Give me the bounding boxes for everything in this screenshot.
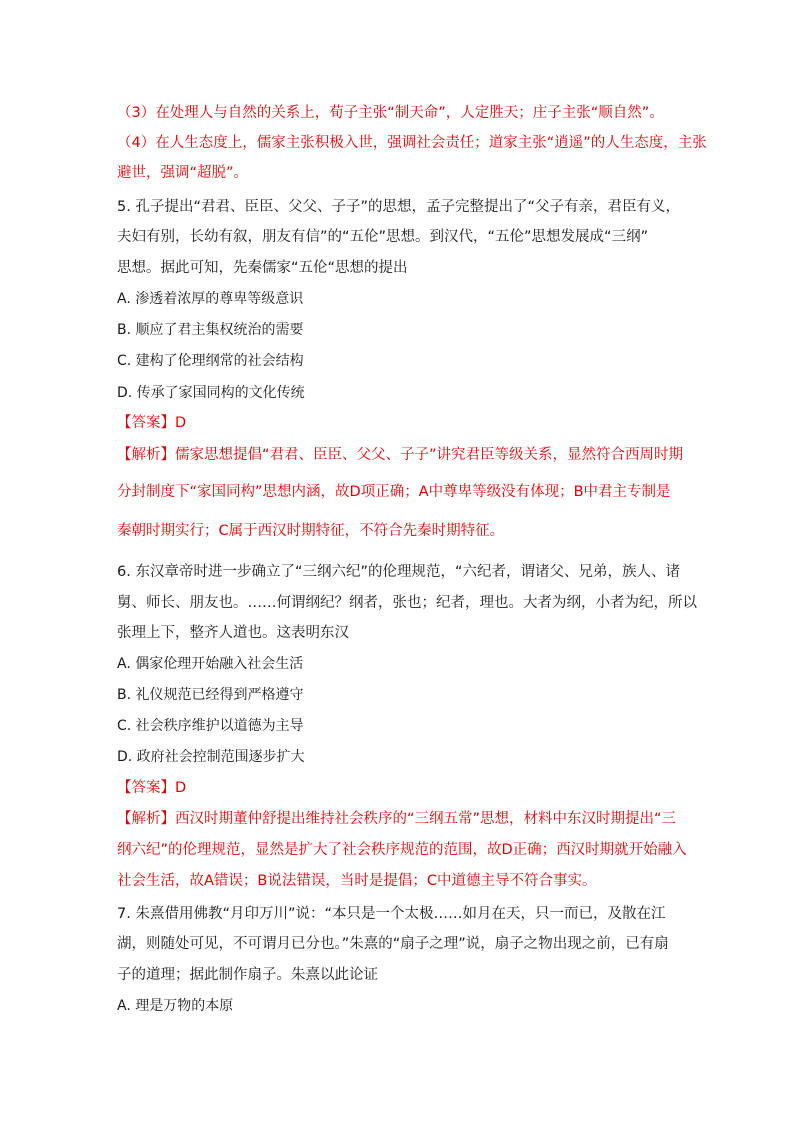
question-7-option-a: A. 理是万物的本原 [117,998,234,1014]
question-6-analysis-line-3: 社会生活，故A错误；B说法错误，当时是提倡；C中道德主导不符合事实。 [117,873,597,889]
question-6-option-c: C. 社会秩序维护以道德为主导 [117,718,304,734]
question-6-option-d: D. 政府社会控制范围逐步扩大 [117,749,305,765]
question-5-option-d: D. 传承了家国同构的文化传统 [117,385,305,401]
question-5-line-3: 思想。据此可知，先秦儒家“五伦“思想的提出 [117,260,408,276]
question-6-line-2: 舅、师长、朋友也。……何谓纲纪？纲者，张也；纪者，理也。大者为纲，小者为纪，所以 [117,595,697,611]
question-6-line-3: 张理上下，整齐人道也。这表明东汉 [117,625,349,641]
question-7-line-1: 7. 朱熹借用佛教“月印万川”说：“本只是一个太极……如月在天，只一而已，及散在江 [117,906,666,922]
question-5-option-a: A. 渗透着浓厚的尊卑等级意识 [117,291,304,307]
question-5-analysis-line-2: 分封制度下“家国同构”思想内涵，故D项正确；A中尊卑等级没有体现；B中君主专制是 [117,484,671,500]
question-6-line-1: 6. 东汉章帝时进一步确立了“三纲六纪”的伦理规范，“六纪者，谓诸父、兄弟，族人、诸 [117,564,680,580]
question-5-line-1: 5. 孔子提出“君君、臣臣、父父、子子”的思想，孟子完整提出了“父子有亲，君臣有义， [117,199,680,215]
question-5-analysis-line-3: 秦朝时期实行；C属于西汉时期特征，不符合先秦时期特征。 [117,523,505,539]
question-6-option-b: B. 礼仪规范已经得到严格遵守 [117,687,304,703]
question-5-option-b: B. 顺应了君主集权统治的需要 [117,322,304,338]
question-7-line-3: 子的道理；据此制作扇子。朱熹以此论证 [117,967,378,983]
question-5-option-c: C. 建构了伦理纲常的社会结构 [117,353,304,369]
question-6-analysis-line-1: 【解析】西汉时期董仲舒提出维持社会秩序的“三纲五常”思想，材料中东汉时期提出“三 [117,811,677,827]
question-5-answer: 【答案】D [117,415,187,431]
summary-point-3: （3）在处理人与自然的关系上，荀子主张“制天命”，人定胜天；庄子主张“顺自然”。 [117,105,664,121]
question-5-analysis-line-1: 【解析】儒家思想提倡“君君、臣臣、父父、子子”讲究君臣等级关系，显然符合西周时期 [117,447,684,463]
question-6-analysis-line-2: 纲六纪”的伦理规范，显然是扩大了社会秩序规范的范围，故D正确；西汉时期就开始融入 [117,842,687,858]
question-7-line-2: 湖，则随处可见，不可谓月已分也。”朱熹的“扇子之理”说，扇子之物出现之前，已有扇 [117,936,669,952]
question-5-line-2: 夫妇有别，长幼有叙，朋友有信”的“五伦”思想。到汉代，“五伦”思想发展成“三纲” [117,229,649,245]
summary-point-4-line-2: 避世，强调“超脱”。 [117,165,249,181]
question-6-answer: 【答案】D [117,780,187,796]
question-6-option-a: A. 偶家伦理开始融入社会生活 [117,656,304,672]
summary-point-4-line-1: （4）在人生态度上，儒家主张积极入世，强调社会责任；道家主张“逍遥”的人生态度，主张 [117,135,707,151]
